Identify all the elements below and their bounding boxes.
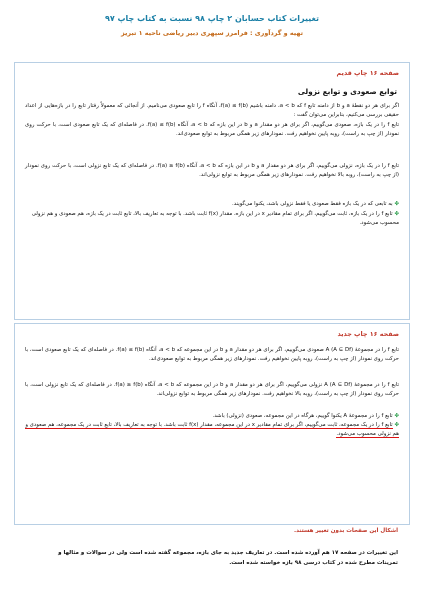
topic-heading: توابع صعودی و توابع نزولی	[297, 87, 397, 96]
bullet-icon: ✤	[392, 201, 399, 208]
new-bullet-2-text: تابع f را در یک مجموعه، ثابت می‌گوییم، اگر برای تمام مقادیر x در این مجموعه، مقدار f(x) ثابت باشد. با توجه به تعاریف بالا، تابع ثابت در یک مجموعه، هم صعودی و هم نزولی محسوب می‌شود.	[25, 422, 399, 438]
new-edition-section	[14, 323, 410, 525]
new-paragraph-2: تابع f را در مجموعهٔ (A ⊆ Df) A نزولی می‌گوییم، اگر برای هر دو مقدار a و b در این مجموعه که a < b، آنگاه f(a) ≥ f(b). در فاصله‌ای که یک تابع نزولی است، با حرکت روی نمودار (از چپ به راست)، روبه بالا نخواهیم رفت. نمودارهای زیر همگی مربوط به توابع نزولی‌اند.	[25, 381, 400, 398]
unchanged-figures-note: اشکال این صفحات بدون تغییر هستند.	[294, 528, 398, 534]
old-bullet-1	[15, 200, 409, 209]
new-bullet-1	[15, 412, 409, 421]
old-bullet-1-text: به تابعی که در یک بازه فقط صعودی یا فقط نزولی باشد، یکنوا می‌گویند.	[232, 201, 393, 208]
page-title: تغییرات کتاب حسابان ۲ چاپ ۹۸ نسبت به کتاب چاپ ۹۷	[104, 14, 320, 23]
old-bullet-2-text: تابع f را در یک بازه، ثابت می‌گوییم، اگر برای تمام مقادیر x در این بازه، مقدار f(x) ثابت باشد. با توجه به تعاریف بالا، تابع ثابت در یک بازه، هم صعودی و هم نزولی محسوب می‌شود.	[31, 210, 399, 227]
footer-line-2: تمرینات مطرح شده در کتاب درسی ۹۸ بازه خواسته شده است.	[229, 560, 398, 566]
new-paragraph-1: تابع f را در مجموعهٔ (A ⊆ Df) A صعودی می‌گوییم، اگر برای هر دو مقدار a و b در این مجموعه که a < b، آنگاه f(a) ≤ f(b). در فاصله‌ای که یک تابع صعودی است، با حرکت روی نمودار (از چپ به راست)، روبه پایین نخواهیم رفت. نمودارهای زیر همگی مربوط به توابع صعودی‌اند.	[25, 347, 400, 363]
old-bullet-2	[15, 210, 409, 229]
old-edition-section	[14, 62, 410, 320]
page-subtitle: تهیه و گردآوری : فرامرز سپهری دبیر ریاضی ناحیه ۱ تبریز	[120, 29, 303, 37]
old-paragraph-1: اگر برای هر دو نقطهٔ a و b از دامنه تابع f که a < b، دامنه باشیم f(a) ≤ f(b)، آنگاه f را تابع صعودی می‌نامیم. از آنجائی که معمولاً رفتار تابع را در بازه‌هایی از اعداد حقیقی بررسی می‌کنیم، بنابراین می‌توان گفت :	[25, 103, 399, 119]
old-section-heading: صفحه ۱۶ چاپ قدیم	[336, 69, 399, 77]
new-bullet-1-text: تابع f را در مجموعهٔ A یکنوا گوییم، هرگاه در این مجموعه، صعودی (نزولی) باشد.	[212, 412, 393, 419]
bullet-icon: ✤	[392, 412, 399, 419]
new-bullet-2	[15, 421, 409, 440]
footer-line-1: این تغییرات در صفحه ۱۷ هم آورده شده است. در تعاریف جدید به جای بازه، مجموعه گفته شده است ولی در سوالات و مثالها و	[58, 550, 398, 556]
old-paragraph-2: تابع f را در یک بازه، صعودی می‌گوییم، اگر برای هر دو مقدار a و b در این بازه که a < b، آنگاه f(a) ≤ f(b). در فاصله‌ای که یک تابع صعودی است، با حرکت روی نمودار (از چپ به راست)، روبه پایین نخواهیم رفت. نمودارهای زیر همگی مربوط به توابع صعودی‌اند.	[25, 121, 399, 138]
bullet-icon: ✤	[392, 422, 399, 429]
header	[0, 0, 424, 37]
bullet-icon: ✤	[392, 210, 399, 217]
new-section-heading: صفحه ۱۶ چاپ جدید	[337, 330, 399, 338]
old-paragraph-3: تابع f را در یک بازه، نزولی می‌گوییم، اگر برای هر دو مقدار a و b در این بازه که a < b، آنگاه f(a) ≥ f(b). در فاصله‌ای که یک تابع نزولی است، با حرکت روی نمودار (از چپ به راست)، روبه بالا نخواهیم رفت. نمودارهای زیر همگی مربوط به توابع نزولی‌اند.	[25, 162, 399, 179]
footer-note	[14, 548, 410, 568]
